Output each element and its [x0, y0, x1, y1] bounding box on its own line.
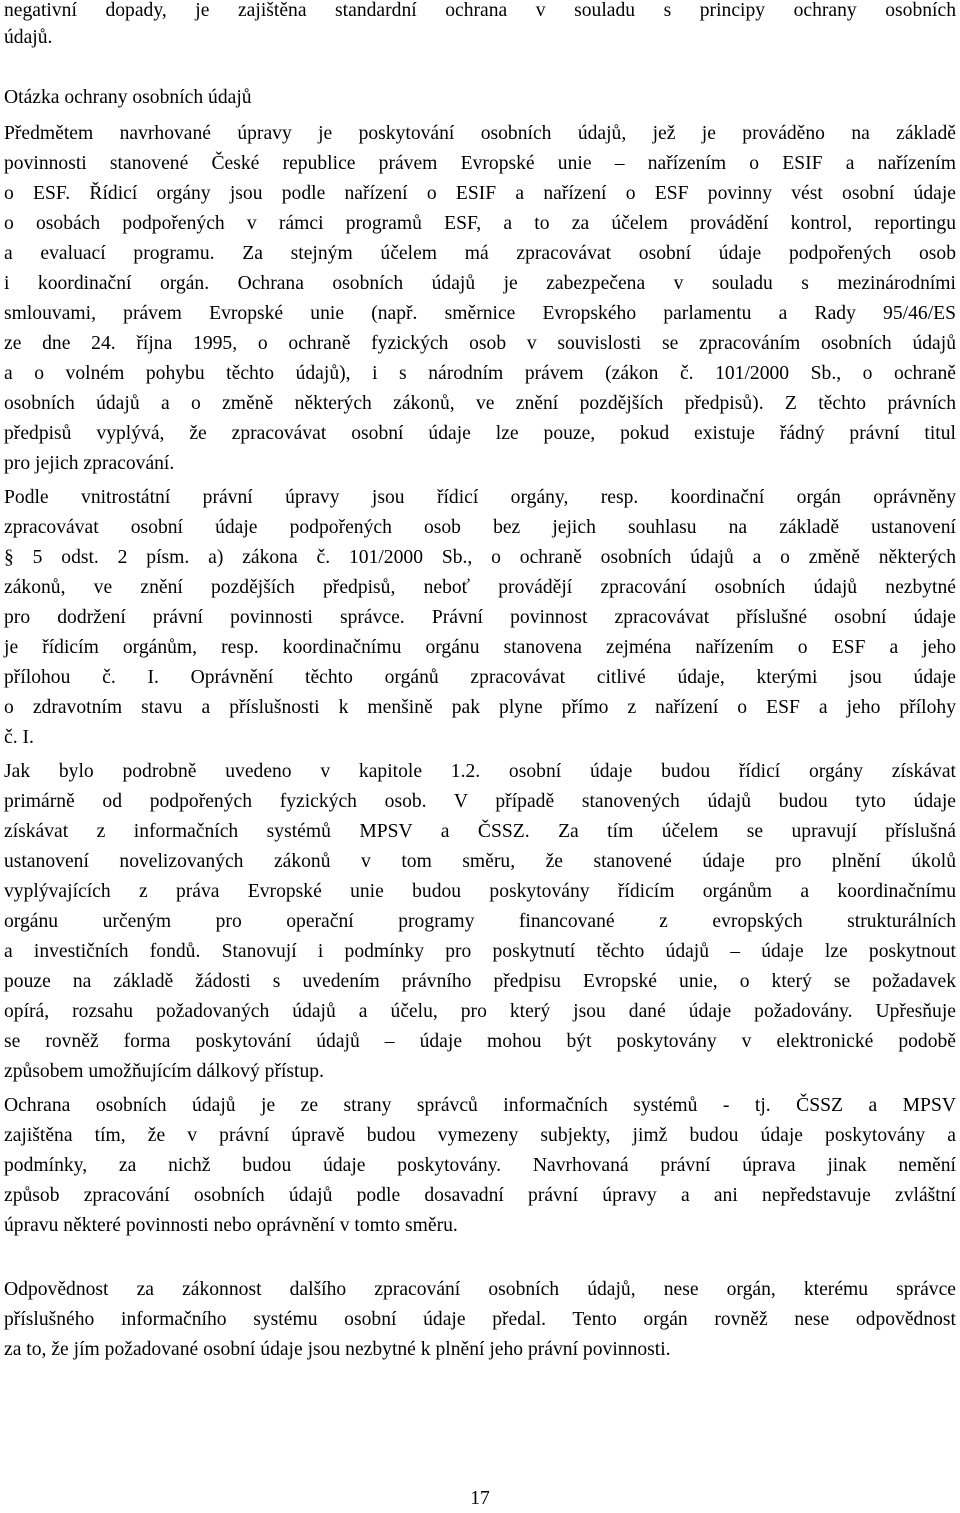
paragraph-line: opírá, rozsahu požadovaných údajů a účelu, pro který jsou dané údaje požadovány. Upřesňuje [4, 1001, 956, 1022]
paragraph-line: povinnosti stanovené České republice právem Evropské unie – nařízením o ESIF a nařízením [4, 153, 956, 174]
paragraph-line: získávat z informačních systémů MPSV a ČSSZ. Za tím účelem se upravují příslušná [4, 821, 956, 842]
paragraph-line: je řídicím orgánům, resp. koordinačnímu orgánu stanovena zejména nařízením o ESF a jeho [4, 637, 956, 658]
paragraph-line: přílohou č. I. Oprávnění těchto orgánů zpracovávat citlivé údaje, kterými jsou údaje [4, 667, 956, 688]
paragraph-line: podmínky, za nichž budou údaje poskytovány. Navrhovaná právní úprava jinak nemění [4, 1155, 956, 1176]
paragraph-line: i koordinační orgán. Ochrana osobních údajů je zabezpečena v souladu s mezinárodními [4, 273, 956, 294]
page-number: 17 [470, 1488, 490, 1509]
paragraph-line: Podle vnitrostátní právní úpravy jsou řídicí orgány, resp. koordinační orgán oprávněny [4, 487, 956, 508]
paragraph-line: ustanovení novelizovaných zákonů v tom směru, že stanovené údaje pro plnění úkolů [4, 851, 956, 872]
paragraph-line: způsobem umožňujícím dálkový přístup. [4, 1061, 324, 1082]
paragraph-line: o zdravotním stavu a příslušnosti k menšině pak plyne přímo z nařízení o ESF a jeho přílohy [4, 697, 956, 718]
paragraph-line: pouze na základě žádosti s uvedením právního předpisu Evropské unie, o který se požadavek [4, 971, 956, 992]
paragraph-line: Ochrana osobních údajů je ze strany správců informačních systémů - tj. ČSSZ a MPSV [4, 1095, 956, 1116]
paragraph-line: § 5 odst. 2 písm. a) zákona č. 101/2000 Sb., o ochraně osobních údajů a o změně některých [4, 547, 956, 568]
paragraph-line: pro jejich zpracování. [4, 453, 175, 474]
paragraph-line: negativní dopady, je zajištěna standardní ochrana v souladu s principy ochrany osobních [4, 0, 956, 21]
paragraph-line: smlouvami, právem Evropské unie (např. směrnice Evropského parlamentu a Rady 95/46/ES [4, 303, 956, 324]
paragraph-line: o ESF. Řídicí orgány jsou podle nařízení o ESIF a nařízení o ESF povinny vést osobní údaje [4, 183, 956, 204]
paragraph-line: a o volném pohybu těchto údajů), i s národním právem (zákon č. 101/2000 Sb., o ochraně [4, 363, 956, 384]
paragraph-line: způsob zpracování osobních údajů podle dosavadní právní úpravy a ani nepředstavuje zvláštní [4, 1185, 956, 1206]
paragraph-line: předpisů vyplývá, že zpracovávat osobní údaje lze pouze, pokud existuje řádný právní titul [4, 423, 956, 444]
paragraph-line: osobních údajů a o změně některých zákonů, ve znění pozdějších předpisů). Z těchto právních [4, 393, 956, 414]
paragraph-line: ze dne 24. října 1995, o ochraně fyzických osob v souvislosti se zpracováním osobních údajů [4, 333, 956, 354]
paragraph-line: zajištěna tím, že v právní úpravě budou vymezeny subjekty, jimž budou údaje poskytovány a [4, 1125, 956, 1146]
paragraph-line: se rovněž forma poskytování údajů – údaje mohou být poskytovány v elektronické podobě [4, 1031, 956, 1052]
paragraph-line: orgánu určeným pro operační programy financované z evropských strukturálních [4, 911, 956, 932]
paragraph-line: Předmětem navrhované úpravy je poskytování osobních údajů, jež je prováděno na základě [4, 123, 956, 144]
paragraph-line: úpravu některé povinnosti nebo oprávnění v tomto směru. [4, 1215, 458, 1236]
paragraph-line: primárně od podpořených fyzických osob. V případě stanovených údajů budou tyto údaje [4, 791, 956, 812]
paragraph-line: příslušného informačního systému osobní údaje předal. Tento orgán rovněž nese odpovědnost [4, 1309, 956, 1330]
paragraph-line: a evaluací programu. Za stejným účelem má zpracovávat osobní údaje podpořených osob [4, 243, 956, 264]
paragraph-line: zákonů, ve znění pozdějších předpisů, neboť provádějí zpracování osobních údajů nezbytné [4, 577, 956, 598]
paragraph-line: o osobách podpořených v rámci programů ESF, a to za účelem provádění kontrol, reportingu [4, 213, 956, 234]
paragraph-line: č. I. [4, 727, 34, 748]
paragraph-line: údajů. [4, 27, 53, 48]
paragraph-line: Odpovědnost za zákonnost dalšího zpracování osobních údajů, nese orgán, kterému správce [4, 1279, 956, 1300]
paragraph-line: Jak bylo podrobně uvedeno v kapitole 1.2. osobní údaje budou řídicí orgány získávat [4, 761, 956, 782]
paragraph-line: vyplývajících z práva Evropské unie budou poskytovány řídicím orgánům a koordinačnímu [4, 881, 956, 902]
paragraph-line: a investičních fondů. Stanovují i podmínky pro poskytnutí těchto údajů – údaje lze poskytnout [4, 941, 956, 962]
paragraph-line: pro dodržení právní povinnosti správce. Právní povinnost zpracovávat příslušné osobní údaje [4, 607, 956, 628]
section-heading: Otázka ochrany osobních údajů [4, 87, 252, 108]
paragraph-line: zpracovávat osobní údaje podpořených osob bez jejich souhlasu na základě ustanovení [4, 517, 956, 538]
paragraph-line: za to, že jím požadované osobní údaje jsou nezbytné k plnění jeho právní povinnosti. [4, 1339, 671, 1360]
